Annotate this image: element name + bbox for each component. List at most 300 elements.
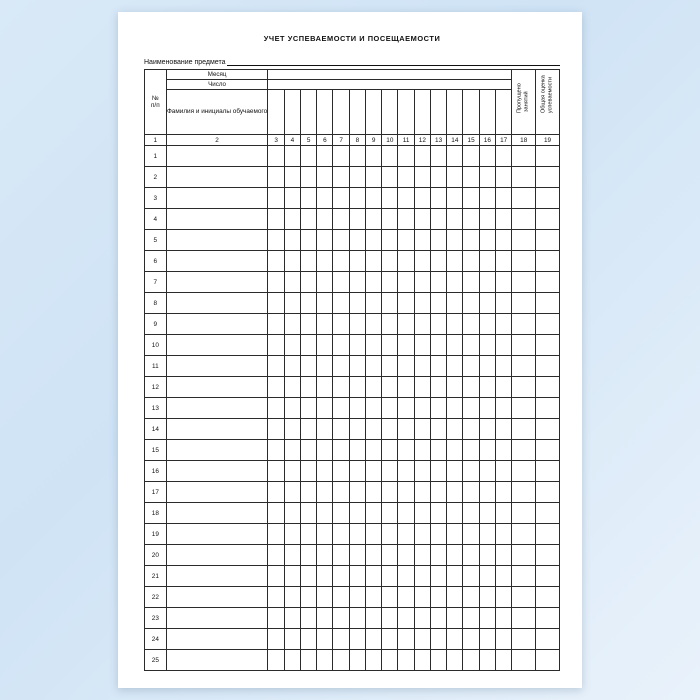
table-row[interactable] (145, 356, 560, 377)
attendance-cell[interactable] (365, 251, 381, 272)
attendance-cell[interactable] (317, 566, 333, 587)
header-day-column-blank[interactable] (284, 90, 300, 135)
attendance-cell[interactable] (333, 335, 349, 356)
attendance-cell[interactable] (495, 545, 511, 566)
attendance-cell[interactable] (333, 524, 349, 545)
attendance-cell[interactable] (479, 377, 495, 398)
attendance-cell[interactable] (333, 377, 349, 398)
attendance-cell[interactable] (479, 503, 495, 524)
attendance-cell[interactable] (333, 503, 349, 524)
attendance-cell[interactable] (333, 356, 349, 377)
attendance-cell[interactable] (333, 272, 349, 293)
attendance-cell[interactable] (317, 440, 333, 461)
table-row[interactable] (145, 419, 560, 440)
attendance-cell[interactable] (398, 524, 414, 545)
missed-lessons-cell[interactable] (512, 650, 536, 671)
attendance-cell[interactable] (349, 377, 365, 398)
attendance-cell[interactable] (382, 419, 398, 440)
attendance-cell[interactable] (430, 650, 446, 671)
attendance-cell[interactable] (495, 230, 511, 251)
attendance-cell[interactable] (463, 503, 479, 524)
attendance-cell[interactable] (447, 440, 463, 461)
attendance-cell[interactable] (300, 587, 316, 608)
attendance-cell[interactable] (300, 293, 316, 314)
attendance-cell[interactable] (349, 356, 365, 377)
table-row[interactable] (145, 377, 560, 398)
attendance-cell[interactable] (430, 356, 446, 377)
header-day-column-blank[interactable] (430, 90, 446, 135)
attendance-cell[interactable] (463, 251, 479, 272)
attendance-cell[interactable] (414, 398, 430, 419)
attendance-cell[interactable] (333, 440, 349, 461)
attendance-cell[interactable] (479, 167, 495, 188)
attendance-cell[interactable] (300, 629, 316, 650)
attendance-cell[interactable] (495, 629, 511, 650)
attendance-cell[interactable] (284, 545, 300, 566)
attendance-cell[interactable] (463, 650, 479, 671)
attendance-cell[interactable] (495, 146, 511, 167)
total-grade-cell[interactable] (536, 251, 560, 272)
attendance-cell[interactable] (447, 293, 463, 314)
student-name-cell[interactable] (166, 398, 268, 419)
student-name-cell[interactable] (166, 230, 268, 251)
attendance-cell[interactable] (300, 188, 316, 209)
attendance-cell[interactable] (414, 167, 430, 188)
attendance-cell[interactable] (430, 503, 446, 524)
attendance-cell[interactable] (447, 209, 463, 230)
attendance-cell[interactable] (333, 545, 349, 566)
attendance-cell[interactable] (268, 587, 284, 608)
attendance-cell[interactable] (414, 293, 430, 314)
attendance-cell[interactable] (430, 167, 446, 188)
attendance-cell[interactable] (463, 335, 479, 356)
attendance-cell[interactable] (447, 545, 463, 566)
attendance-cell[interactable] (268, 524, 284, 545)
attendance-cell[interactable] (430, 608, 446, 629)
attendance-cell[interactable] (333, 461, 349, 482)
attendance-cell[interactable] (365, 440, 381, 461)
attendance-cell[interactable] (382, 230, 398, 251)
missed-lessons-cell[interactable] (512, 524, 536, 545)
attendance-cell[interactable] (495, 566, 511, 587)
student-name-cell[interactable] (166, 377, 268, 398)
attendance-cell[interactable] (479, 482, 495, 503)
attendance-cell[interactable] (268, 293, 284, 314)
attendance-cell[interactable] (333, 482, 349, 503)
attendance-cell[interactable] (414, 650, 430, 671)
attendance-cell[interactable] (382, 146, 398, 167)
total-grade-cell[interactable] (536, 482, 560, 503)
attendance-cell[interactable] (398, 440, 414, 461)
attendance-cell[interactable] (365, 629, 381, 650)
attendance-cell[interactable] (479, 545, 495, 566)
attendance-cell[interactable] (300, 482, 316, 503)
attendance-cell[interactable] (382, 566, 398, 587)
student-name-cell[interactable] (166, 272, 268, 293)
attendance-cell[interactable] (300, 650, 316, 671)
total-grade-cell[interactable] (536, 398, 560, 419)
table-row[interactable] (145, 650, 560, 671)
attendance-cell[interactable] (349, 314, 365, 335)
attendance-cell[interactable] (495, 335, 511, 356)
attendance-cell[interactable] (317, 167, 333, 188)
attendance-cell[interactable] (463, 461, 479, 482)
attendance-cell[interactable] (430, 419, 446, 440)
missed-lessons-cell[interactable] (512, 545, 536, 566)
attendance-cell[interactable] (284, 566, 300, 587)
attendance-cell[interactable] (268, 314, 284, 335)
attendance-cell[interactable] (398, 188, 414, 209)
attendance-cell[interactable] (365, 503, 381, 524)
attendance-cell[interactable] (479, 419, 495, 440)
attendance-cell[interactable] (300, 314, 316, 335)
attendance-cell[interactable] (284, 188, 300, 209)
attendance-cell[interactable] (349, 419, 365, 440)
student-name-cell[interactable] (166, 356, 268, 377)
attendance-cell[interactable] (479, 146, 495, 167)
attendance-cell[interactable] (430, 461, 446, 482)
attendance-cell[interactable] (398, 398, 414, 419)
student-name-cell[interactable] (166, 608, 268, 629)
header-day-column-blank[interactable] (398, 90, 414, 135)
table-row[interactable] (145, 209, 560, 230)
header-day-column-blank[interactable] (479, 90, 495, 135)
attendance-cell[interactable] (300, 356, 316, 377)
attendance-cell[interactable] (479, 335, 495, 356)
student-name-cell[interactable] (166, 293, 268, 314)
attendance-cell[interactable] (349, 188, 365, 209)
table-row[interactable] (145, 272, 560, 293)
attendance-cell[interactable] (447, 188, 463, 209)
attendance-cell[interactable] (495, 188, 511, 209)
attendance-cell[interactable] (317, 545, 333, 566)
attendance-cell[interactable] (495, 251, 511, 272)
attendance-cell[interactable] (284, 356, 300, 377)
attendance-cell[interactable] (284, 461, 300, 482)
attendance-cell[interactable] (479, 566, 495, 587)
attendance-cell[interactable] (398, 167, 414, 188)
attendance-cell[interactable] (349, 566, 365, 587)
attendance-cell[interactable] (317, 461, 333, 482)
attendance-cell[interactable] (414, 629, 430, 650)
attendance-cell[interactable] (268, 251, 284, 272)
attendance-cell[interactable] (317, 146, 333, 167)
attendance-cell[interactable] (382, 503, 398, 524)
missed-lessons-cell[interactable] (512, 398, 536, 419)
attendance-cell[interactable] (495, 377, 511, 398)
attendance-cell[interactable] (349, 503, 365, 524)
attendance-cell[interactable] (430, 377, 446, 398)
attendance-cell[interactable] (414, 356, 430, 377)
attendance-cell[interactable] (300, 377, 316, 398)
total-grade-cell[interactable] (536, 314, 560, 335)
attendance-cell[interactable] (430, 230, 446, 251)
attendance-cell[interactable] (479, 230, 495, 251)
attendance-cell[interactable] (447, 377, 463, 398)
attendance-cell[interactable] (333, 650, 349, 671)
attendance-cell[interactable] (495, 398, 511, 419)
attendance-cell[interactable] (414, 335, 430, 356)
attendance-cell[interactable] (382, 188, 398, 209)
attendance-cell[interactable] (479, 209, 495, 230)
attendance-cell[interactable] (463, 377, 479, 398)
attendance-cell[interactable] (268, 629, 284, 650)
attendance-cell[interactable] (463, 230, 479, 251)
attendance-cell[interactable] (365, 356, 381, 377)
attendance-cell[interactable] (447, 650, 463, 671)
attendance-cell[interactable] (349, 587, 365, 608)
attendance-cell[interactable] (300, 335, 316, 356)
attendance-cell[interactable] (463, 587, 479, 608)
attendance-cell[interactable] (382, 167, 398, 188)
attendance-cell[interactable] (414, 503, 430, 524)
attendance-cell[interactable] (333, 230, 349, 251)
attendance-cell[interactable] (382, 293, 398, 314)
attendance-cell[interactable] (430, 146, 446, 167)
student-name-cell[interactable] (166, 419, 268, 440)
attendance-cell[interactable] (495, 608, 511, 629)
table-row[interactable] (145, 230, 560, 251)
student-name-cell[interactable] (166, 167, 268, 188)
attendance-cell[interactable] (365, 545, 381, 566)
attendance-cell[interactable] (365, 608, 381, 629)
total-grade-cell[interactable] (536, 524, 560, 545)
attendance-cell[interactable] (365, 272, 381, 293)
attendance-cell[interactable] (382, 608, 398, 629)
attendance-cell[interactable] (447, 629, 463, 650)
attendance-cell[interactable] (300, 230, 316, 251)
attendance-cell[interactable] (349, 545, 365, 566)
attendance-cell[interactable] (382, 272, 398, 293)
attendance-cell[interactable] (414, 440, 430, 461)
attendance-cell[interactable] (333, 146, 349, 167)
attendance-cell[interactable] (349, 335, 365, 356)
attendance-cell[interactable] (317, 608, 333, 629)
attendance-cell[interactable] (447, 356, 463, 377)
attendance-cell[interactable] (317, 419, 333, 440)
attendance-cell[interactable] (349, 272, 365, 293)
attendance-cell[interactable] (317, 293, 333, 314)
attendance-cell[interactable] (414, 272, 430, 293)
attendance-cell[interactable] (447, 335, 463, 356)
attendance-cell[interactable] (414, 209, 430, 230)
table-row[interactable] (145, 566, 560, 587)
table-row[interactable] (145, 587, 560, 608)
attendance-cell[interactable] (284, 167, 300, 188)
attendance-cell[interactable] (430, 440, 446, 461)
attendance-cell[interactable] (430, 209, 446, 230)
attendance-cell[interactable] (268, 608, 284, 629)
attendance-cell[interactable] (284, 335, 300, 356)
missed-lessons-cell[interactable] (512, 482, 536, 503)
attendance-cell[interactable] (479, 650, 495, 671)
header-day-column-blank[interactable] (333, 90, 349, 135)
table-row[interactable] (145, 167, 560, 188)
attendance-cell[interactable] (268, 356, 284, 377)
attendance-cell[interactable] (414, 230, 430, 251)
attendance-cell[interactable] (463, 566, 479, 587)
attendance-cell[interactable] (430, 629, 446, 650)
attendance-cell[interactable] (333, 293, 349, 314)
attendance-cell[interactable] (365, 314, 381, 335)
attendance-cell[interactable] (365, 335, 381, 356)
attendance-cell[interactable] (430, 272, 446, 293)
student-name-cell[interactable] (166, 482, 268, 503)
attendance-cell[interactable] (430, 545, 446, 566)
total-grade-cell[interactable] (536, 335, 560, 356)
table-row[interactable] (145, 524, 560, 545)
attendance-cell[interactable] (268, 566, 284, 587)
attendance-cell[interactable] (463, 524, 479, 545)
total-grade-cell[interactable] (536, 230, 560, 251)
attendance-cell[interactable] (414, 461, 430, 482)
attendance-cell[interactable] (463, 356, 479, 377)
attendance-cell[interactable] (398, 230, 414, 251)
attendance-cell[interactable] (365, 524, 381, 545)
attendance-cell[interactable] (398, 482, 414, 503)
student-name-cell[interactable] (166, 335, 268, 356)
attendance-cell[interactable] (382, 335, 398, 356)
attendance-cell[interactable] (349, 230, 365, 251)
attendance-cell[interactable] (414, 314, 430, 335)
attendance-cell[interactable] (268, 440, 284, 461)
attendance-cell[interactable] (317, 587, 333, 608)
attendance-cell[interactable] (300, 146, 316, 167)
attendance-cell[interactable] (398, 545, 414, 566)
attendance-cell[interactable] (300, 503, 316, 524)
attendance-cell[interactable] (365, 209, 381, 230)
attendance-cell[interactable] (447, 587, 463, 608)
student-name-cell[interactable] (166, 314, 268, 335)
attendance-cell[interactable] (382, 251, 398, 272)
attendance-cell[interactable] (300, 251, 316, 272)
attendance-cell[interactable] (479, 188, 495, 209)
attendance-cell[interactable] (398, 293, 414, 314)
attendance-cell[interactable] (463, 608, 479, 629)
attendance-cell[interactable] (398, 587, 414, 608)
attendance-cell[interactable] (382, 209, 398, 230)
attendance-cell[interactable] (479, 524, 495, 545)
attendance-cell[interactable] (317, 629, 333, 650)
student-name-cell[interactable] (166, 188, 268, 209)
attendance-cell[interactable] (447, 251, 463, 272)
table-row[interactable] (145, 503, 560, 524)
attendance-cell[interactable] (317, 482, 333, 503)
header-day-column-blank[interactable] (365, 90, 381, 135)
missed-lessons-cell[interactable] (512, 188, 536, 209)
attendance-cell[interactable] (300, 566, 316, 587)
attendance-cell[interactable] (479, 608, 495, 629)
missed-lessons-cell[interactable] (512, 209, 536, 230)
attendance-cell[interactable] (447, 167, 463, 188)
attendance-cell[interactable] (479, 356, 495, 377)
attendance-cell[interactable] (268, 167, 284, 188)
attendance-cell[interactable] (447, 419, 463, 440)
attendance-cell[interactable] (447, 272, 463, 293)
attendance-cell[interactable] (447, 608, 463, 629)
table-row[interactable] (145, 314, 560, 335)
attendance-cell[interactable] (284, 293, 300, 314)
table-row[interactable] (145, 461, 560, 482)
attendance-cell[interactable] (284, 272, 300, 293)
attendance-cell[interactable] (398, 146, 414, 167)
header-day-entry[interactable] (268, 80, 511, 89)
attendance-cell[interactable] (495, 524, 511, 545)
attendance-cell[interactable] (317, 503, 333, 524)
attendance-cell[interactable] (463, 629, 479, 650)
attendance-cell[interactable] (414, 587, 430, 608)
attendance-cell[interactable] (333, 398, 349, 419)
attendance-cell[interactable] (284, 419, 300, 440)
attendance-cell[interactable] (479, 272, 495, 293)
attendance-cell[interactable] (414, 146, 430, 167)
total-grade-cell[interactable] (536, 545, 560, 566)
attendance-cell[interactable] (382, 650, 398, 671)
attendance-cell[interactable] (333, 629, 349, 650)
attendance-cell[interactable] (382, 629, 398, 650)
attendance-cell[interactable] (495, 503, 511, 524)
attendance-cell[interactable] (414, 188, 430, 209)
attendance-cell[interactable] (447, 524, 463, 545)
attendance-cell[interactable] (349, 293, 365, 314)
attendance-cell[interactable] (382, 545, 398, 566)
total-grade-cell[interactable] (536, 146, 560, 167)
attendance-cell[interactable] (317, 314, 333, 335)
header-month-entry[interactable] (268, 70, 511, 80)
total-grade-cell[interactable] (536, 272, 560, 293)
missed-lessons-cell[interactable] (512, 503, 536, 524)
attendance-cell[interactable] (300, 398, 316, 419)
total-grade-cell[interactable] (536, 419, 560, 440)
attendance-cell[interactable] (300, 524, 316, 545)
table-row[interactable] (145, 545, 560, 566)
attendance-cell[interactable] (495, 461, 511, 482)
attendance-cell[interactable] (365, 398, 381, 419)
student-name-cell[interactable] (166, 440, 268, 461)
attendance-cell[interactable] (382, 377, 398, 398)
total-grade-cell[interactable] (536, 503, 560, 524)
total-grade-cell[interactable] (536, 461, 560, 482)
attendance-cell[interactable] (268, 650, 284, 671)
total-grade-cell[interactable] (536, 440, 560, 461)
attendance-cell[interactable] (463, 398, 479, 419)
attendance-cell[interactable] (317, 524, 333, 545)
attendance-cell[interactable] (430, 251, 446, 272)
attendance-cell[interactable] (430, 398, 446, 419)
attendance-cell[interactable] (382, 314, 398, 335)
student-name-cell[interactable] (166, 461, 268, 482)
table-row[interactable] (145, 146, 560, 167)
attendance-cell[interactable] (333, 167, 349, 188)
attendance-cell[interactable] (398, 335, 414, 356)
attendance-cell[interactable] (317, 335, 333, 356)
attendance-cell[interactable] (333, 587, 349, 608)
attendance-cell[interactable] (479, 398, 495, 419)
attendance-cell[interactable] (463, 146, 479, 167)
attendance-cell[interactable] (284, 608, 300, 629)
attendance-cell[interactable] (382, 440, 398, 461)
attendance-cell[interactable] (284, 440, 300, 461)
attendance-cell[interactable] (284, 482, 300, 503)
attendance-cell[interactable] (268, 377, 284, 398)
table-row[interactable] (145, 629, 560, 650)
attendance-cell[interactable] (447, 566, 463, 587)
attendance-cell[interactable] (333, 251, 349, 272)
attendance-cell[interactable] (365, 230, 381, 251)
header-day-column-blank[interactable] (300, 90, 316, 135)
student-name-cell[interactable] (166, 629, 268, 650)
attendance-cell[interactable] (349, 440, 365, 461)
